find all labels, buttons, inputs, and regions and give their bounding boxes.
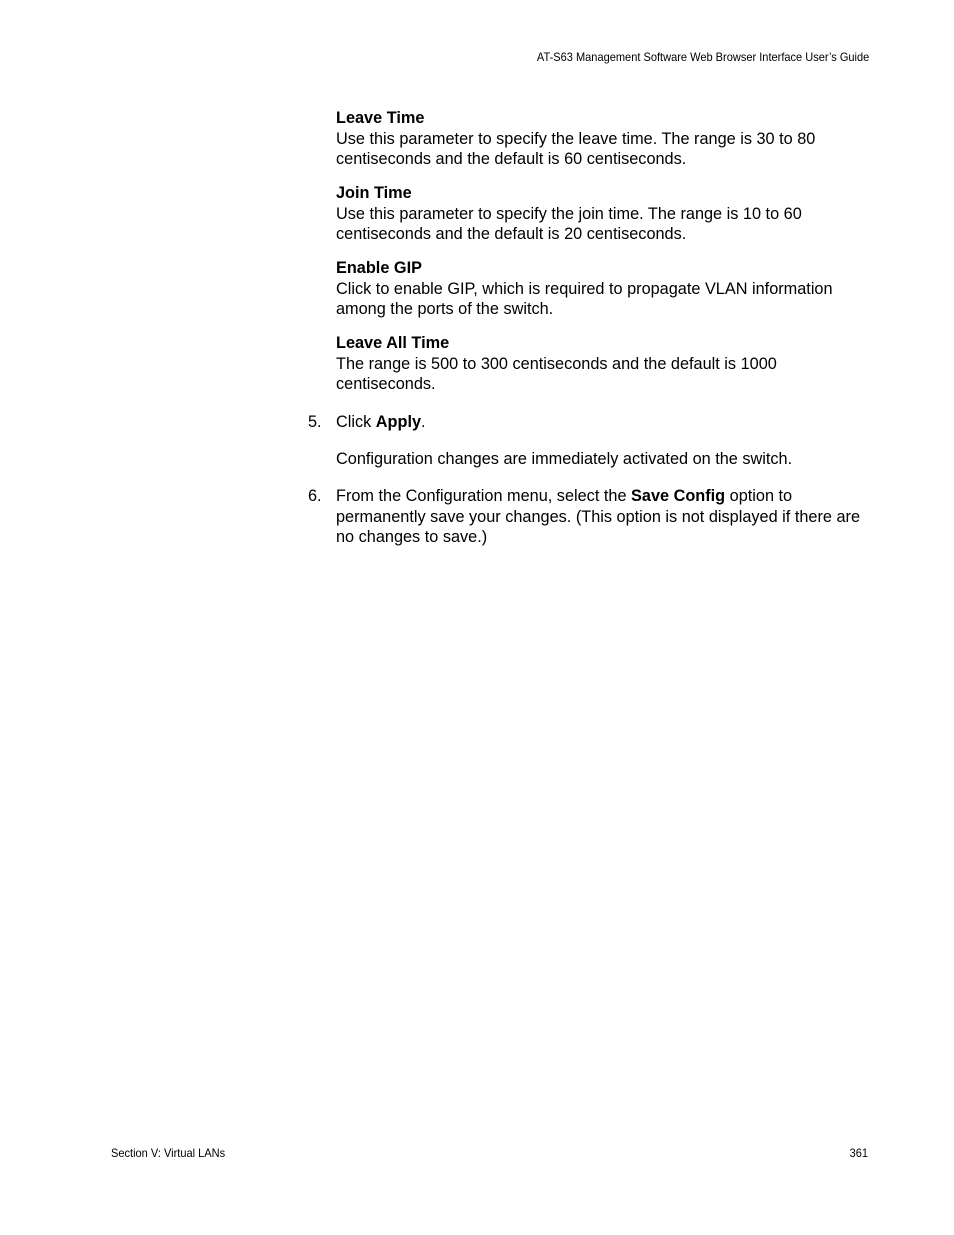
footer-section: Section V: Virtual LANs (111, 1146, 226, 1160)
parameter-description: Use this parameter to specify the join time. The range is 10 to 60 centiseconds and the default is 20 centiseconds. (336, 204, 802, 243)
parameter-join-time (336, 183, 870, 245)
parameter-leave-time (336, 108, 870, 170)
running-header: AT-S63 Management Software Web Browser Interface User’s Guide (536, 50, 869, 64)
footer-page-number: 361 (849, 1146, 868, 1160)
step-emphasis-apply: Apply (375, 412, 422, 431)
step-5 (308, 412, 870, 433)
document-body (308, 108, 870, 548)
step-text: Click (336, 412, 376, 431)
parameter-description: Click to enable GIP, which is required to propagate VLAN information among the ports of the switch. (336, 279, 833, 318)
step-6 (308, 486, 870, 548)
parameter-term: Leave Time (336, 109, 425, 127)
parameter-enable-gip (336, 258, 870, 320)
step-text: From the Configuration menu, select the (336, 487, 632, 505)
step-text: . (421, 412, 426, 431)
parameter-term: Join Time (336, 184, 412, 202)
parameter-term: Leave All Time (336, 334, 450, 352)
step-number: 5. (308, 412, 322, 431)
step-5-result: Configuration changes are immediately activated on the switch. (336, 449, 793, 468)
parameter-description: Use this parameter to specify the leave time. The range is 30 to 80 centiseconds and the default is 60 centiseconds. (336, 129, 816, 168)
parameter-description: The range is 500 to 300 centiseconds and the default is 1000 centiseconds. (336, 354, 777, 393)
step-number: 6. (308, 487, 322, 505)
parameter-leave-all-time (336, 333, 870, 395)
step-text: option to permanently save your changes. (This option is not displayed if there are no changes to save.) (336, 487, 860, 546)
parameter-term: Enable GIP (336, 259, 422, 277)
step-emphasis-save-config: Save Config (631, 487, 726, 505)
